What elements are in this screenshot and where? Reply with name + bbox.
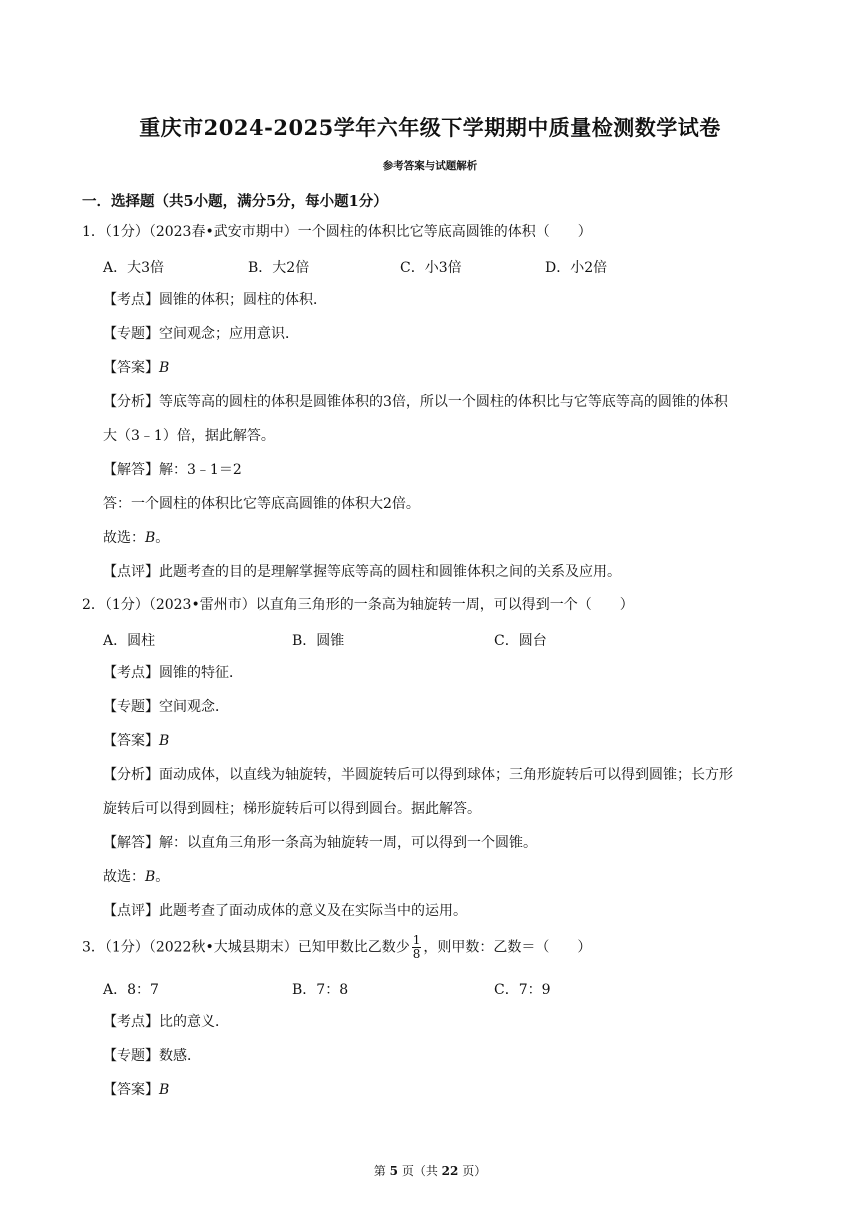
q1-fenxi-line1: 【分析】等底等高的圆柱的体积是圆锥体积的3倍，所以一个圆柱的体积比与它等底等高的圆锥的体积 [103,394,728,410]
q1-guxuan-end: 。 [155,530,170,546]
q2-zhuanti: 【专题】空间观念． [103,699,229,715]
q1-option-c: C．小3倍 [400,260,462,276]
page-footer [0,1162,860,1179]
q2-kaodian: 【考点】圆锥的特征． [103,665,243,681]
q2-answer-value: B [159,733,170,749]
q3-answer-value: B [159,1082,170,1098]
q3-zhuanti: 【专题】数感． [103,1048,201,1064]
q1-answer-value: B [159,360,170,376]
footer-page-number: 5 [389,1164,398,1178]
q2-dianping: 【点评】此题考查了面动成体的意义及在实际当中的运用。 [103,903,467,919]
q3-answer-label: 【答案】 [103,1082,159,1098]
q1-answer [103,359,169,377]
q2-answer-label: 【答案】 [103,733,159,749]
q2-guxuan-value: B [145,869,156,885]
footer-before: 第 [373,1164,386,1178]
q1-da: 答：一个圆柱的体积比它等底高圆锥的体积大2倍。 [103,496,420,512]
q2-fenxi-line1: 【分析】面动成体，以直线为轴旋转，半圆旋转后可以得到球体；三角形旋转后可以得到圆锥；长方形 [103,767,733,783]
q3-option-a: A．8：7 [103,982,159,998]
q2-guxuan-label: 故选： [103,869,145,885]
q3-stem-after: ，则甲数：乙数＝（ ） [423,939,592,956]
footer-total-pages: 22 [441,1164,459,1178]
footer-mid: 页（共 [401,1164,438,1178]
q1-stem: 1．（1分）（2023春•武安市期中）一个圆柱的体积比它等底高圆锥的体积（ ） [82,224,592,240]
q3-kaodian: 【考点】比的意义． [103,1014,229,1030]
q1-kaodian: 【考点】圆锥的体积；圆柱的体积． [103,292,327,308]
q3-fraction-numerator: 1 [412,933,421,947]
q1-option-d: D．小2倍 [545,260,608,276]
q3-stem [82,934,591,961]
q2-fenxi-line2: 旋转后可以得到圆柱；梯形旋转后可以得到圆台。据此解答。 [103,801,481,817]
q2-stem: 2．（1分）（2023•雷州市）以直角三角形的一条高为轴旋转一周，可以得到一个（ ） [82,597,634,613]
q2-option-a: A．圆柱 [103,633,156,649]
section-heading: 一．选择题（共5小题，满分5分，每小题1分） [82,193,388,210]
page-subtitle: 参考答案与试题解析 [382,160,478,172]
q1-option-a: A．大3倍 [103,260,165,276]
q3-option-b: B．7：8 [292,982,349,998]
q1-guxuan-label: 故选： [103,530,145,546]
q1-zhuanti: 【专题】空间观念；应用意识． [103,326,299,342]
q1-dianping: 【点评】此题考查的目的是理解掌握等底等高的圆柱和圆锥体积之间的关系及应用。 [103,564,621,580]
q1-fenxi-line2: 大（3﹣1）倍，据此解答。 [103,428,275,444]
q2-answer [103,732,169,750]
q2-guxuan-end: 。 [155,869,170,885]
q3-fraction-denominator: 8 [412,947,421,961]
q1-option-b: B．大2倍 [248,260,310,276]
q2-option-c: C．圆台 [494,633,547,649]
q3-option-c: C．7：9 [494,982,551,998]
q1-guxuan [103,529,169,547]
page-title: 重庆市2024-2025学年六年级下学期期中质量检测数学试卷 [139,115,721,140]
q1-jieda: 【解答】解：3﹣1＝2 [103,462,242,478]
q2-jieda: 【解答】解：以直角三角形一条高为轴旋转一周，可以得到一个圆锥。 [103,835,537,851]
q3-answer [103,1081,169,1099]
q1-guxuan-value: B [145,530,156,546]
q2-option-b: B．圆锥 [292,633,345,649]
footer-after: 页） [462,1164,487,1178]
q2-guxuan [103,868,169,886]
q1-answer-label: 【答案】 [103,360,159,376]
q3-stem-before: 3．（1分）（2022秋•大城县期末）已知甲数比乙数少 [82,939,410,956]
q3-fraction [412,934,422,961]
